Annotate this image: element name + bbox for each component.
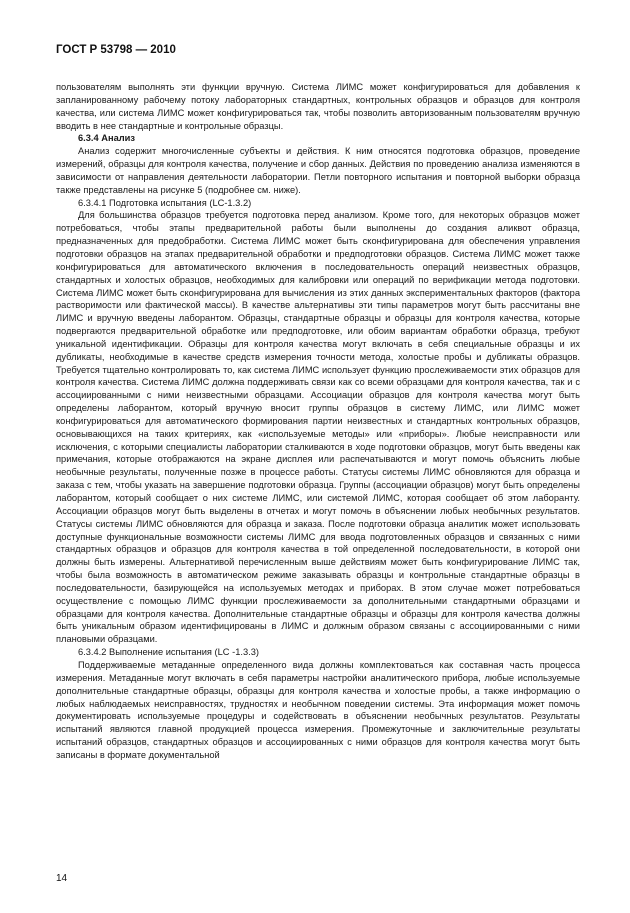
paragraph-analysis: Анализ содержит многочисленные субъекты и действия. К ним относятся подготовка образцов, проведение измерений, образцы для контроля качества, получение и сбор данных. Действия по проведению анализа изменяются в зависимости от направления деятельности лаборатории. Петли повторного испытания и повторной выборки образца также представлены на рисунке 5 (подробнее см. ниже). bbox=[56, 146, 580, 195]
subsection-heading-test-execution: 6.3.4.2 Выполнение испытания (LC -1.3.3) bbox=[78, 647, 259, 658]
subsection-heading-test-preparation: 6.3.4.1 Подготовка испытания (LC-1.3.2) bbox=[78, 197, 252, 208]
paragraph-continuation: пользователям выполнять эти функции вручную. Система ЛИМС может конфигурироваться для добавления к запланированному рабочему потоку лабораторных стандартных, контрольных образцов и образцов для контроля качества, или система ЛИМС может конфигурироваться так, чтобы позволить авторизованным пользователям вручную вводить в нее стандартные и контрольные образцы. bbox=[56, 82, 580, 131]
paragraph-test-preparation: Для большинства образцов требуется подготовка перед анализом. Кроме того, для некоторых образцов может потребоваться, чтобы этапы предварительной работы были выполнены до создания аликвот образца, предназначенных для предобработки. Система ЛИМС может быть сконфигурирована для обеспечения управления подготовки образцов на этапах предварительной обработки и предподготовки образцов. Система ЛИМС может также конфигурироваться для автоматического включения в последовательность операций неизвестных образцов, стандартных и холостых образцов, необходимых для калибровки или операций по верификации метода подготовки. Система ЛИМС может быть сконфигурирована для вычисления из этих данных экспериментальных факторов (фактора растворимости или фактической массы). В качестве альтернативы эти типы параметров могут быть рассчитаны вне ЛИМС и вручную введены лаборантом. Образцы, стандартные образцы и образцы для контроля качества, которые подвергаются предварительной обработке или предподготовке, или обоим вариантам обработки образца, требуют уникальной идентификации. Образцы для контроля качества могут включать в себя специальные образцы и их дубликаты, необходимые в качестве средств измерения точности метода, холостые пробы и дубликаты образцов. Требуется тщательно контролировать то, как система ЛИМС использует функцию прослеживаемости этих образцов для контроля качества. Система ЛИМС должна поддерживать связи как со всеми образцами для контроля качества, так и с ассоциированными с ними неизвестными образцами. Ассоциации образцов для контроля качества могут быть определены лаборантом, который вручную вносит группы образцов в систему ЛИМС, или ЛИМС может конфигурироваться для автоматического формирования партии неизвестных и стандартных контрольных образцов, основывающихся на таких критериях, как «используемые методы» или «приборы». Любые неисправности или исключения, с которыми специалисты лаборатории сталкиваются в ходе подготовки образцов, могут быть введены как примечания, которые отображаются на экране дисплея или распечатываются и могут помочь объяснить любые необычные результаты, полученные позже в процессе работы. Статусы системы ЛИМС обновляются для образца и заказа с тем, чтобы указать на завершение подготовки образца. Группы (ассоциации образцов) могут быть определены лаборантом, который сообщает о них системе ЛИМС, или системой ЛИМС, которая сообщает об этом лаборанту. Ассоциации образцов могут быть выделены в отчетах и могут помочь в объяснении любых необычных результатов. Статусы системы ЛИМС обновляются для образца и заказа. После подготовки образца аналитик может использовать доступные функциональные возможности системы ЛИМС для ввода подготовленных образцов и связанных с ними стандартных образцов и образцов для контроля качества в той определенной последовательности, в которой они должны быть измерены. Альтернативой перечисленным выше действиям может быть конфигурирование ЛИМС так, чтобы была возможность в автоматическом режиме заказывать образцы и контрольные стандартные образцы в последовательности, базирующейся на используемых методах и приборах. В этом случае может потребоваться осуществление с помощью ЛИМС функции прослеживаемости за дополнительными стандартными образцами и образцами для контроля качества. Дополнительные стандартные образцы и образцы для контроля качества должны быть уникальным образом идентифицированы в ЛИМС и должным образом связаны с ассоциированными с ними плановыми образцами. bbox=[56, 210, 580, 645]
document-header: ГОСТ Р 53798 — 2010 bbox=[56, 44, 176, 56]
page-number: 14 bbox=[56, 873, 68, 884]
paragraph-test-execution: Поддерживаемые метаданные определенного вида должны комплектоваться как составная часть процесса измерения. Метаданные могут включать в себя параметры настройки аналитического прибора, любые используемые дополнительные стандартные образцы, образцы для контроля качества и холостые пробы, а также информацию о любых наблюдаемых неисправностях, трудностях и необычном поведении системы. Эта информация может помочь документировать используемые процедуры и содействовать в объяснении необычных результатов. Результаты испытаний являются главной продукцией процесса измерения. Промежуточные и заключительные результаты испытаний образцов, стандартных образцов и ассоциированных с ними образцов для контроля качества могут быть записаны в формате документальной bbox=[56, 659, 580, 760]
section-heading-analysis: 6.3.4 Анализ bbox=[78, 133, 136, 144]
document-body bbox=[56, 81, 580, 762]
